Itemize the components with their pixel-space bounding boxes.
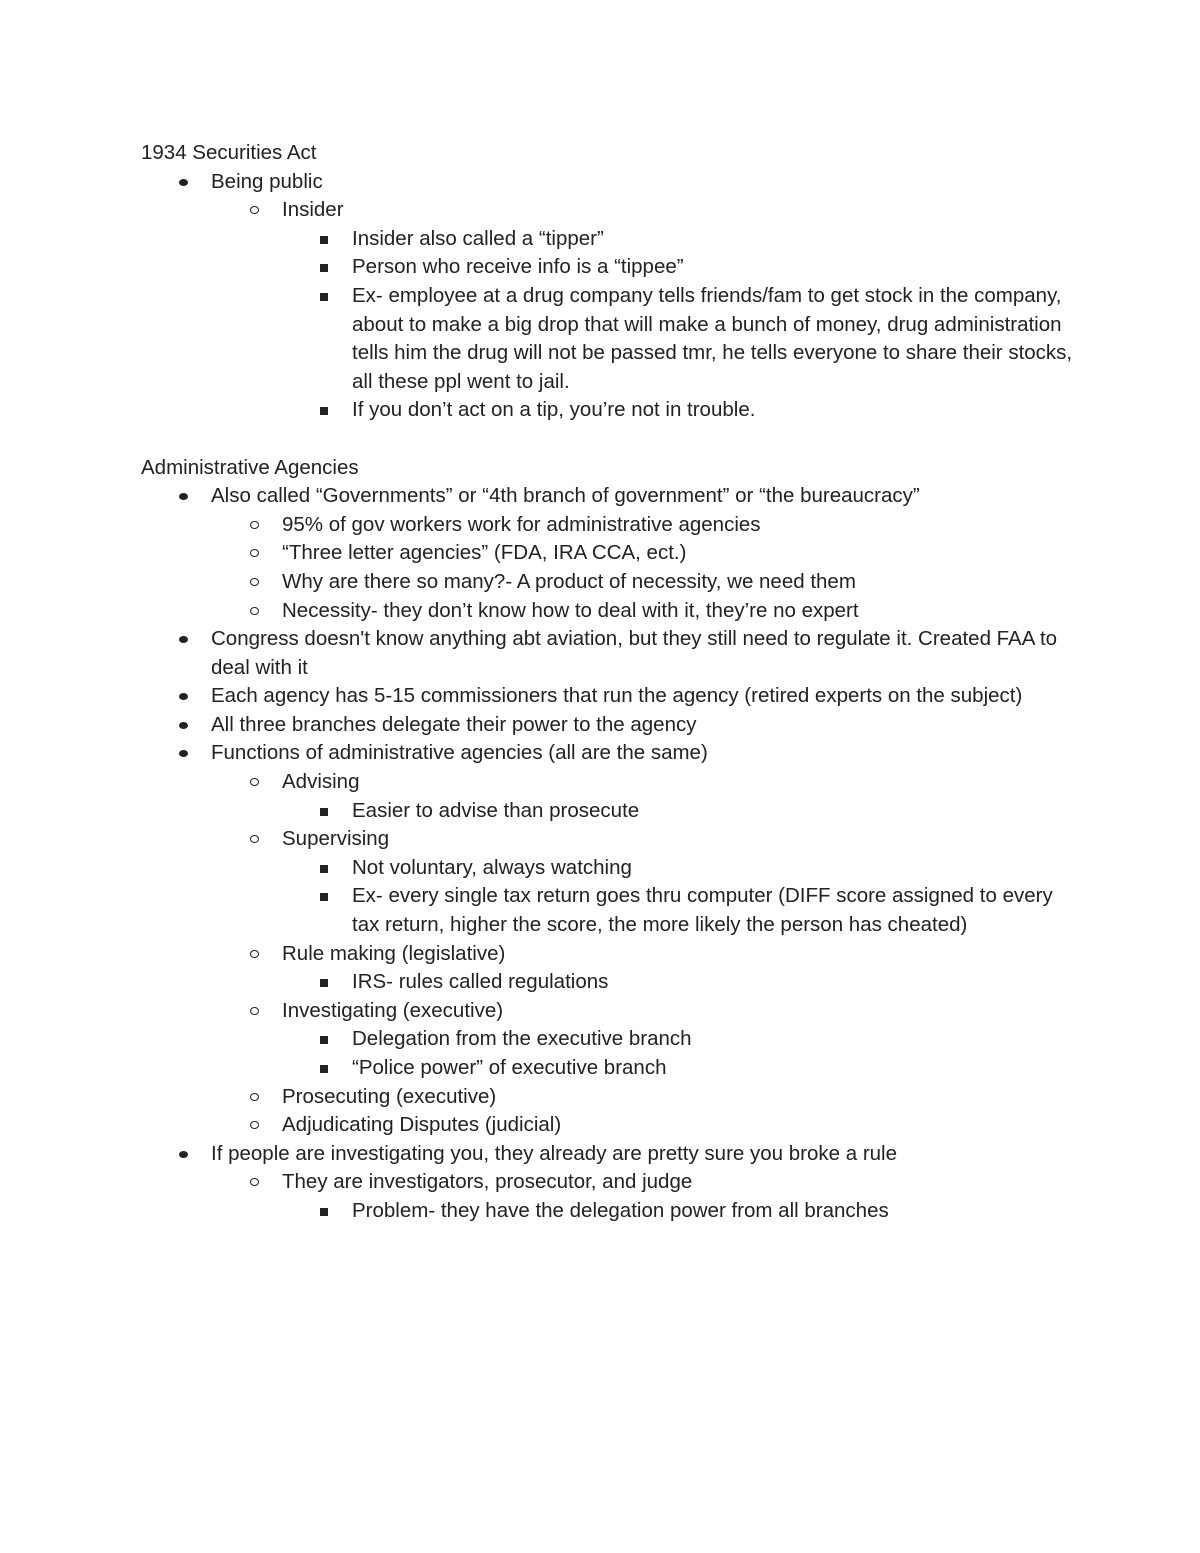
- bullet-square-icon: [320, 1208, 328, 1216]
- bullet-circle-icon: [250, 549, 259, 557]
- bullet-disc-icon: [179, 693, 188, 700]
- bullet-circle-icon: [250, 1093, 259, 1101]
- list-item: If people are investigating you, they already are pretty sure you broke a rule: [141, 1140, 1081, 1169]
- list-item: Person who receive info is a “tippee”: [141, 253, 1081, 282]
- bullet-square-icon: [320, 808, 328, 816]
- securities-act-list: [141, 168, 1081, 425]
- bullet-disc-icon: [179, 179, 188, 186]
- list-item: Why are there so many?- A product of necessity, we need them: [141, 568, 1081, 597]
- notes-page: [141, 139, 1081, 1226]
- list-item: Insider: [141, 196, 1081, 225]
- bullet-circle-icon: [250, 1007, 259, 1015]
- list-item: Supervising: [141, 825, 1081, 854]
- list-item: Problem- they have the delegation power from all branches: [141, 1197, 1081, 1226]
- list-item: Not voluntary, always watching: [141, 854, 1081, 883]
- bullet-disc-icon: [179, 1151, 188, 1158]
- bullet-circle-icon: [250, 206, 259, 214]
- list-item: They are investigators, prosecutor, and judge: [141, 1168, 1081, 1197]
- bullet-disc-icon: [179, 722, 188, 729]
- section-title-securities-act: 1934 Securities Act: [141, 141, 317, 164]
- bullet-circle-icon: [250, 778, 259, 786]
- bullet-square-icon: [320, 264, 328, 272]
- list-item: 95% of gov workers work for administrative agencies: [141, 511, 1081, 540]
- list-item: Easier to advise than prosecute: [141, 797, 1081, 826]
- list-item: Delegation from the executive branch: [141, 1025, 1081, 1054]
- list-item: “Three letter agencies” (FDA, IRA CCA, ect.): [141, 539, 1081, 568]
- bullet-square-icon: [320, 1036, 328, 1044]
- bullet-circle-icon: [250, 1121, 259, 1129]
- bullet-square-icon: [320, 236, 328, 244]
- bullet-square-icon: [320, 979, 328, 987]
- bullet-square-icon: [320, 1065, 328, 1073]
- bullet-circle-icon: [250, 835, 259, 843]
- bullet-disc-icon: [179, 493, 188, 500]
- list-item: Congress doesn't know anything abt aviation, but they still need to regulate it. Created FAA to deal with it: [141, 625, 1081, 682]
- section-spacer: [141, 425, 1081, 454]
- list-item: Rule making (legislative): [141, 940, 1081, 969]
- bullet-square-icon: [320, 865, 328, 873]
- bullet-circle-icon: [250, 607, 259, 615]
- list-item: Necessity- they don’t know how to deal with it, they’re no expert: [141, 597, 1081, 626]
- bullet-square-icon: [320, 893, 328, 901]
- bullet-circle-icon: [250, 950, 259, 958]
- list-item: “Police power” of executive branch: [141, 1054, 1081, 1083]
- list-item: Ex- employee at a drug company tells friends/fam to get stock in the company, about to make a big drop that will make a bunch of money, drug administration tells him the drug will not be passed tmr, he tells everyone to share their stocks, all these ppl went to jail.: [141, 282, 1081, 396]
- list-item: Ex- every single tax return goes thru computer (DIFF score assigned to every tax return, higher the score, the more likely the person has cheated): [141, 882, 1081, 939]
- list-item: Being public: [141, 168, 1081, 197]
- list-item: IRS- rules called regulations: [141, 968, 1081, 997]
- list-item: Prosecuting (executive): [141, 1083, 1081, 1112]
- bullet-square-icon: [320, 407, 328, 415]
- bullet-circle-icon: [250, 521, 259, 529]
- list-item: Each agency has 5-15 commissioners that run the agency (retired experts on the subject): [141, 682, 1081, 711]
- list-item: If you don’t act on a tip, you’re not in trouble.: [141, 396, 1081, 425]
- bullet-circle-icon: [250, 578, 259, 586]
- list-item: Insider also called a “tipper”: [141, 225, 1081, 254]
- list-item: Also called “Governments” or “4th branch of government” or “the bureaucracy”: [141, 482, 1081, 511]
- list-item: Functions of administrative agencies (all are the same): [141, 739, 1081, 768]
- bullet-circle-icon: [250, 1178, 259, 1186]
- list-item: Adjudicating Disputes (judicial): [141, 1111, 1081, 1140]
- list-item: All three branches delegate their power to the agency: [141, 711, 1081, 740]
- list-item: Investigating (executive): [141, 997, 1081, 1026]
- bullet-square-icon: [320, 293, 328, 301]
- administrative-agencies-list: [141, 482, 1081, 1225]
- list-item: Advising: [141, 768, 1081, 797]
- bullet-disc-icon: [179, 750, 188, 757]
- section-title-administrative-agencies: Administrative Agencies: [141, 455, 359, 479]
- bullet-disc-icon: [179, 636, 188, 643]
